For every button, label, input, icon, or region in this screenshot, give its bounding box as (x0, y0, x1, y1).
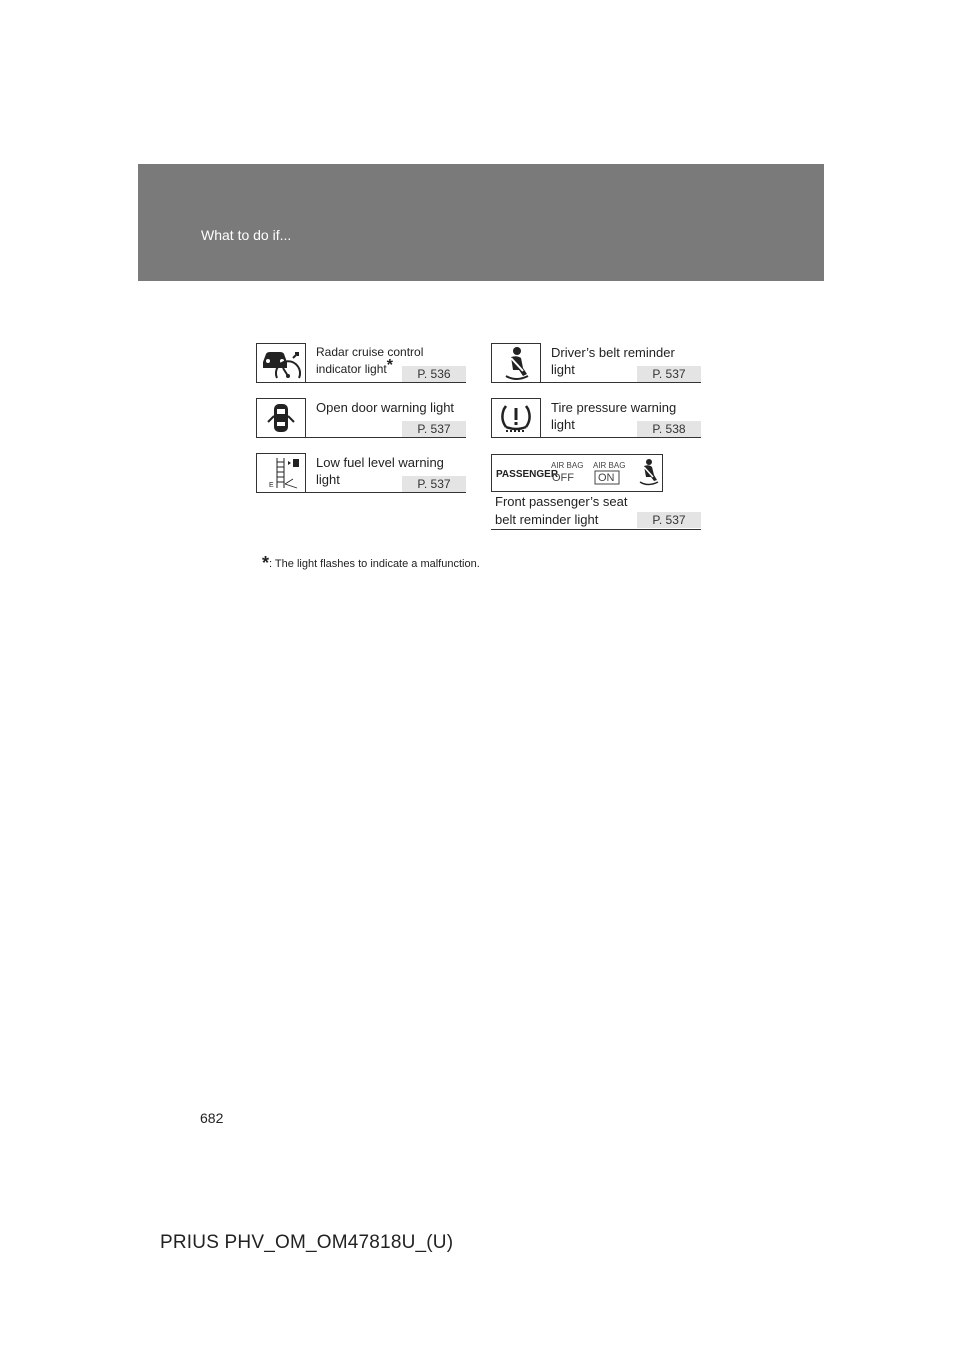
entry-rule (256, 492, 466, 493)
entry-label: Low fuel level warning light (316, 455, 444, 487)
entry-rule (256, 382, 466, 383)
entry-tire-pressure-warning (491, 398, 701, 438)
svg-text:E: E (269, 482, 274, 489)
radar-cruise-icon (256, 343, 306, 383)
footnote (262, 553, 480, 574)
page-reference: P. 537 (637, 512, 701, 528)
page-reference: P. 537 (402, 421, 466, 437)
entry-rule (491, 382, 701, 383)
page-number: 682 (200, 1110, 224, 1126)
open-door-icon (256, 398, 306, 438)
seat-belt-icon (491, 343, 541, 383)
entry-radar-cruise-control (256, 343, 466, 383)
section-title: What to do if... (201, 227, 292, 243)
airbag-text: AIR BAG (551, 461, 584, 470)
entry-label: Radar cruise control indicator light* (316, 345, 424, 376)
asterisk-marker: * (262, 553, 270, 573)
header-band (138, 164, 824, 281)
entry-rule (491, 437, 701, 438)
passenger-airbag-indicator-icon (491, 454, 663, 492)
low-fuel-icon (256, 453, 306, 493)
page-reference: P. 536 (402, 366, 466, 382)
entry-label: Open door warning light (316, 400, 455, 415)
page-reference: P. 537 (402, 476, 466, 492)
entry-driver-belt-reminder (491, 343, 701, 383)
entry-rule (491, 529, 701, 530)
on-text: ON (598, 472, 615, 484)
page-reference: P. 538 (637, 421, 701, 437)
off-text: OFF (552, 472, 574, 484)
entry-label: Driver’s belt reminder light (551, 345, 675, 377)
asterisk-marker: * (386, 357, 393, 374)
seat-belt-icon (640, 459, 658, 485)
entry-low-fuel-warning (256, 453, 466, 493)
document-code: PRIUS PHV_OM_OM47818U_(U) (160, 1232, 454, 1253)
entry-open-door-warning (256, 398, 466, 438)
entry-rule (256, 437, 466, 438)
airbag-text: AIR BAG (593, 461, 626, 470)
entry-label: Front passenger’s seat belt reminder light (495, 494, 628, 527)
tire-pressure-icon (491, 398, 541, 438)
footnote-text: : The light flashes to indicate a malfunction. (269, 558, 480, 570)
passenger-text: PASSENGER (496, 469, 559, 480)
page-reference: P. 537 (637, 366, 701, 382)
entry-label: Tire pressure warning light (551, 400, 677, 432)
